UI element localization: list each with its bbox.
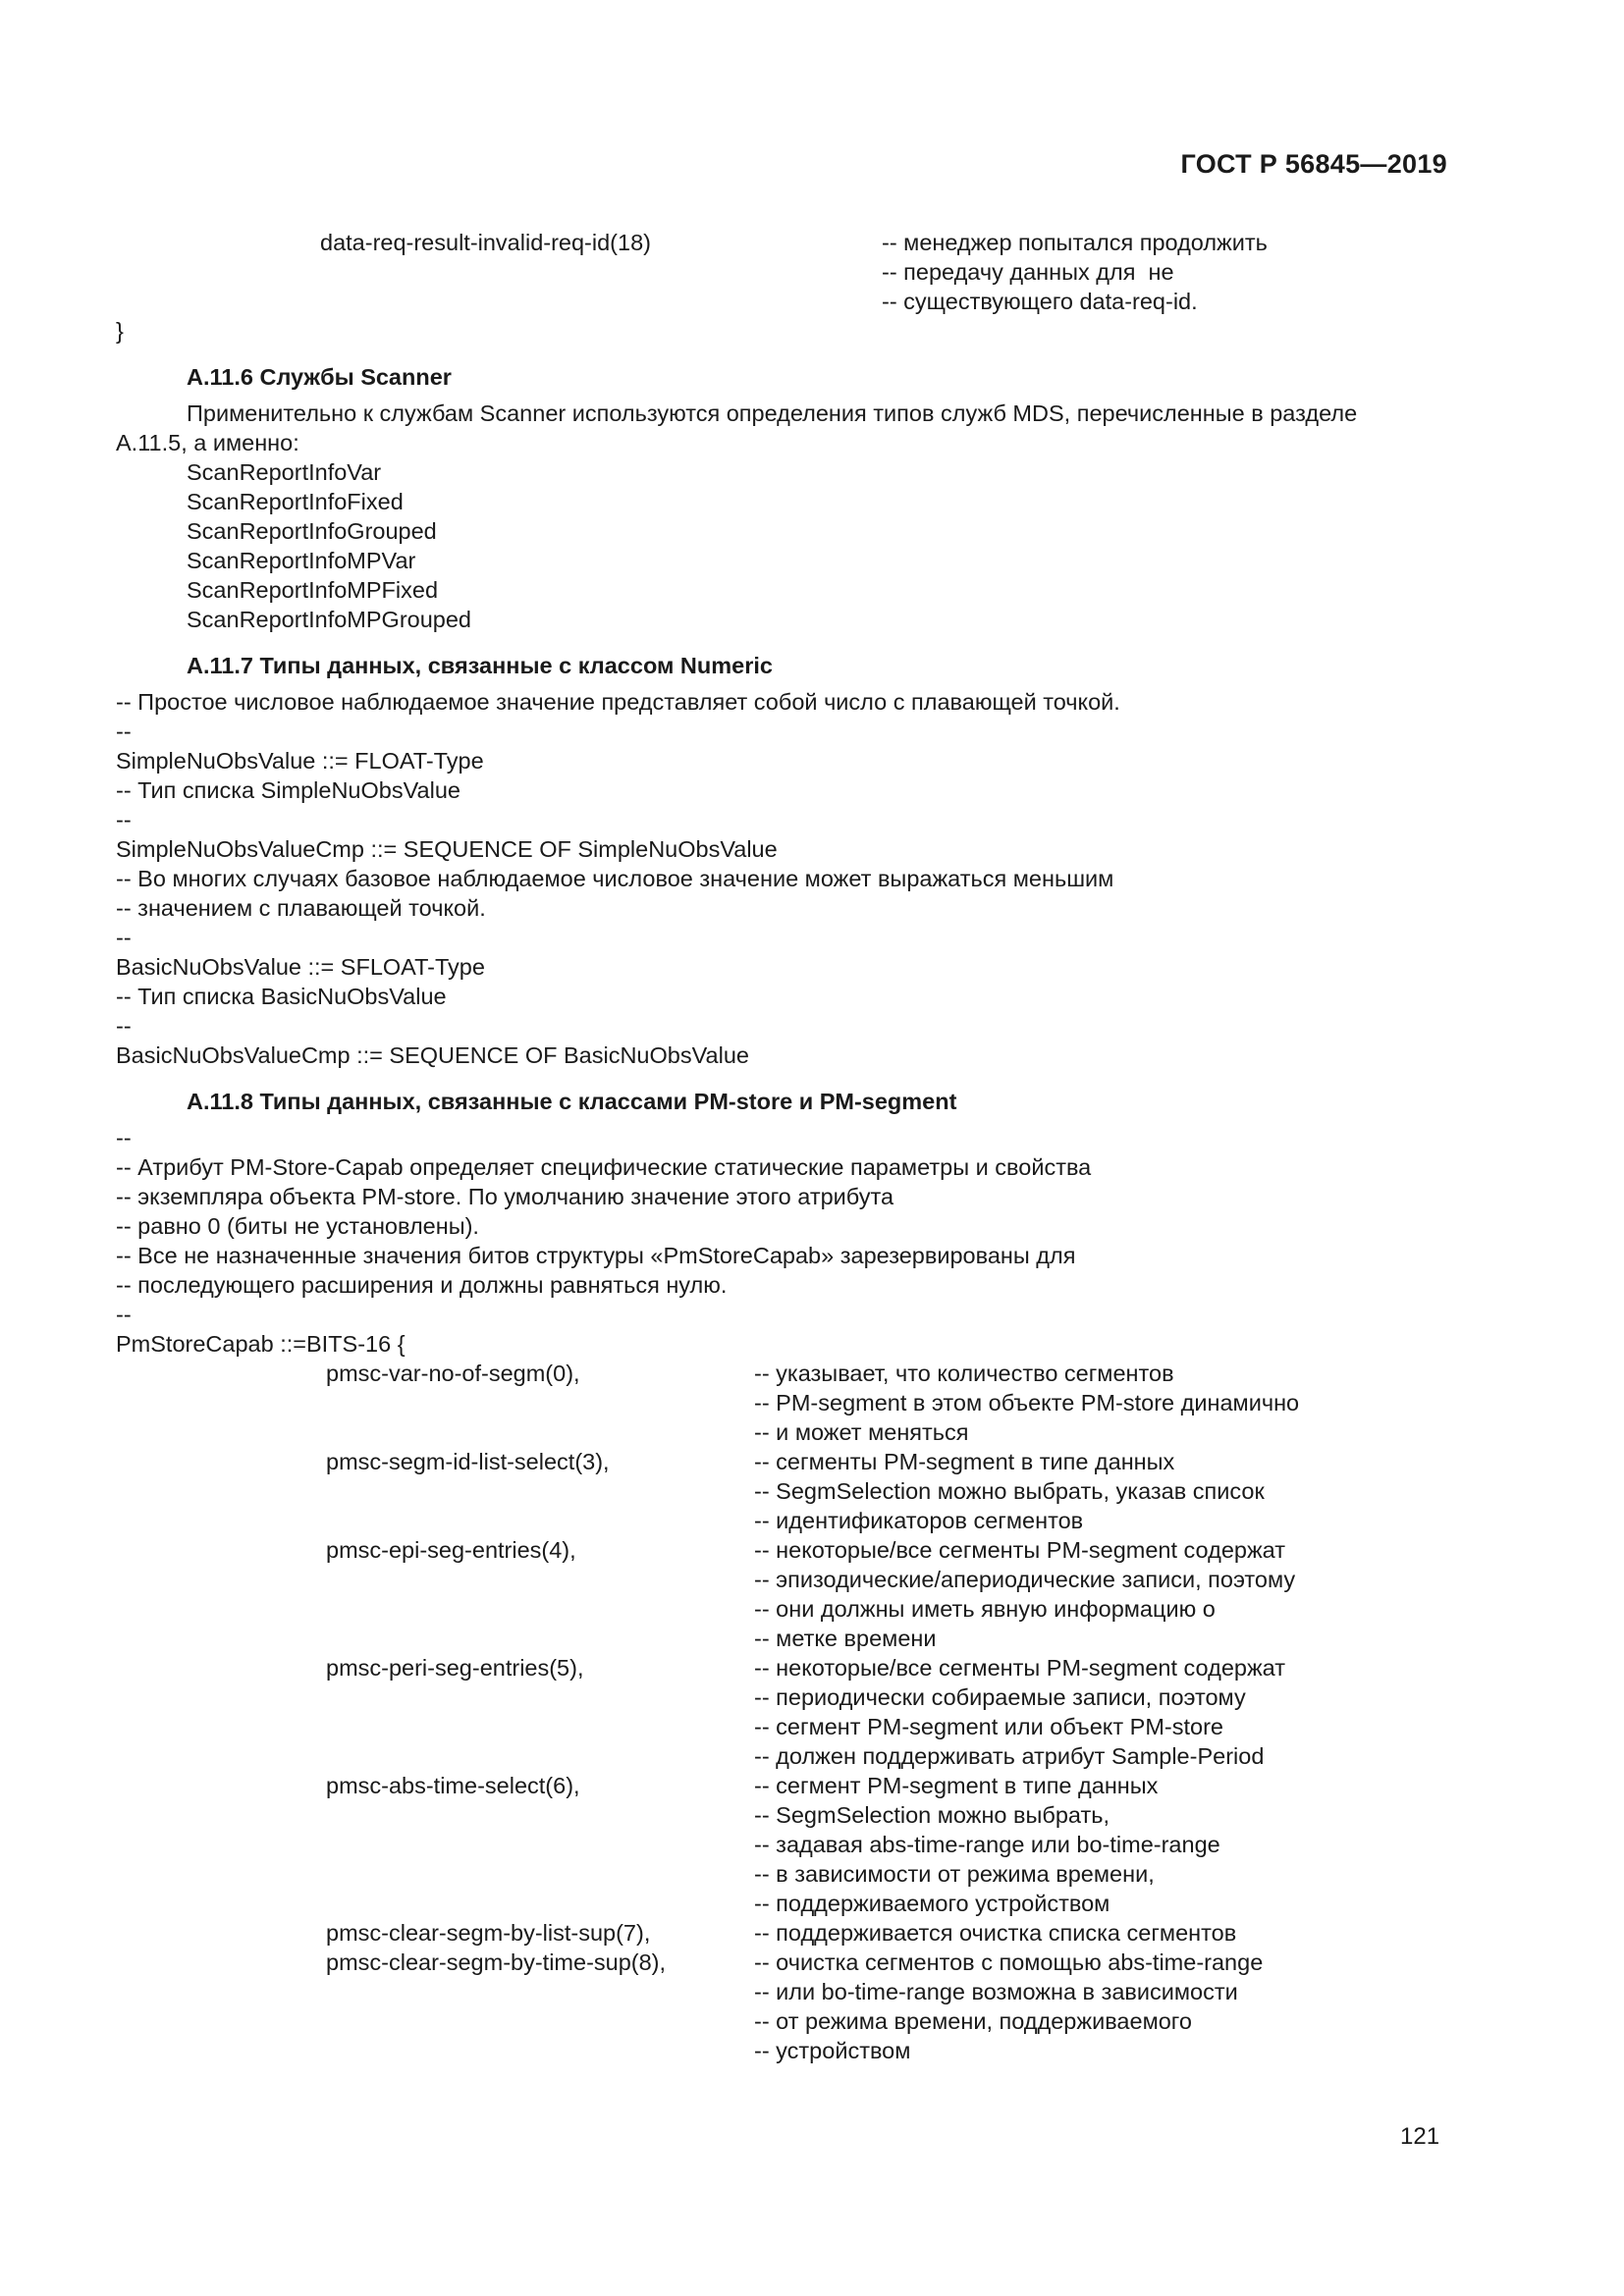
code-comment: -- сегменты PM-segment в типе данных xyxy=(754,1449,1175,1474)
code-line: -- Простое числовое наблюдаемое значение представляет собой число с плавающей точкой. xyxy=(116,689,1120,715)
code-line: -- последующего расширения и должны равняться нулю. xyxy=(116,1272,728,1298)
code-line: SimpleNuObsValueCmp ::= SEQUENCE OF SimpleNuObsValue xyxy=(116,836,778,862)
code-comment: -- существующего data-req-id. xyxy=(882,289,1198,314)
code-line: PmStoreCapab ::=BITS-16 { xyxy=(116,1331,406,1357)
code-line: -- xyxy=(116,719,132,744)
paragraph-line: Применительно к службам Scanner используются определения типов служб MDS, перечисленные в разделе xyxy=(187,400,1358,426)
list-item: ScanReportInfoGrouped xyxy=(187,518,437,544)
code-field-name: pmsc-segm-id-list-select(3), xyxy=(326,1449,610,1474)
code-comment: -- поддерживаемого устройством xyxy=(754,1891,1110,1916)
code-comment: -- некоторые/все сегменты PM-segment содержат xyxy=(754,1655,1285,1681)
code-comment: -- сегмент PM-segment или объект PM-store xyxy=(754,1714,1223,1739)
code-line: -- xyxy=(116,1013,132,1039)
code-comment: -- SegmSelection можно выбрать, xyxy=(754,1802,1110,1828)
list-item: ScanReportInfoMPVar xyxy=(187,548,416,573)
code-comment: -- от режима времени, поддерживаемого xyxy=(754,2008,1192,2034)
code-line: -- xyxy=(116,807,132,832)
code-field-name: pmsc-var-no-of-segm(0), xyxy=(326,1361,580,1386)
code-comment: -- поддерживается очистка списка сегментов xyxy=(754,1920,1237,1946)
code-line: BasicNuObsValueCmp ::= SEQUENCE OF BasicNuObsValue xyxy=(116,1042,749,1068)
closing-brace: } xyxy=(116,318,124,344)
code-line: -- xyxy=(116,1302,132,1327)
code-line: -- экземпляра объекта PM-store. По умолчанию значение этого атрибута xyxy=(116,1184,894,1209)
list-item: ScanReportInfoMPFixed xyxy=(187,577,439,603)
code-comment: -- сегмент PM-segment в типе данных xyxy=(754,1773,1159,1798)
code-line: -- Тип списка SimpleNuObsValue xyxy=(116,777,460,803)
code-comment: -- периодически собираемые записи, поэтому xyxy=(754,1684,1246,1710)
code-line: -- Тип списка BasicNuObsValue xyxy=(116,984,447,1009)
list-item: ScanReportInfoVar xyxy=(187,459,382,485)
code-comment: -- устройством xyxy=(754,2038,911,2063)
code-comment: -- в зависимости от режима времени, xyxy=(754,1861,1155,1887)
code-comment: -- должен поддерживать атрибут Sample-Period xyxy=(754,1743,1265,1769)
code-line: -- Во многих случаях базовое наблюдаемое числовое значение может выражаться меньшим xyxy=(116,866,1114,891)
code-comment: -- SegmSelection можно выбрать, указав список xyxy=(754,1478,1265,1504)
code-comment: -- передачу данных для не xyxy=(882,259,1174,285)
list-item: ScanReportInfoFixed xyxy=(187,489,404,514)
code-field-name: pmsc-clear-segm-by-list-sup(7), xyxy=(326,1920,651,1946)
section-heading: А.11.8 Типы данных, связанные с классами PM-store и PM-segment xyxy=(187,1089,957,1114)
code-comment: -- очистка сегментов с помощью abs-time-range xyxy=(754,1949,1264,1975)
code-field-name: pmsc-abs-time-select(6), xyxy=(326,1773,580,1798)
section-heading: А.11.6 Службы Scanner xyxy=(187,364,452,390)
code-line: -- Все не назначенные значения битов структуры «PmStoreCapab» зарезервированы для xyxy=(116,1243,1076,1268)
page-number: 121 xyxy=(1400,2123,1440,2150)
document-header-id: ГОСТ Р 56845—2019 xyxy=(1180,149,1447,179)
code-comment: -- менеджер попытался продолжить xyxy=(882,230,1268,255)
code-line: SimpleNuObsValue ::= FLOAT-Type xyxy=(116,748,484,774)
code-field-name: data-req-result-invalid-req-id(18) xyxy=(320,230,651,255)
code-field-name: pmsc-peri-seg-entries(5), xyxy=(326,1655,584,1681)
code-comment: -- идентификаторов сегментов xyxy=(754,1508,1084,1533)
code-field-name: pmsc-epi-seg-entries(4), xyxy=(326,1537,576,1563)
code-line: -- значением с плавающей точкой. xyxy=(116,895,486,921)
code-comment: -- PM-segment в этом объекте PM-store динамично xyxy=(754,1390,1300,1415)
list-item: ScanReportInfoMPGrouped xyxy=(187,607,471,632)
code-line: -- xyxy=(116,1125,132,1150)
paragraph-line: А.11.5, а именно: xyxy=(116,430,299,455)
code-comment: -- некоторые/все сегменты PM-segment содержат xyxy=(754,1537,1285,1563)
code-comment: -- указывает, что количество сегментов xyxy=(754,1361,1174,1386)
section-heading: А.11.7 Типы данных, связанные с классом Numeric xyxy=(187,653,773,678)
code-comment: -- и может меняться xyxy=(754,1419,969,1445)
code-line: -- Атрибут PM-Store-Capab определяет специфические статические параметры и свойства xyxy=(116,1154,1092,1180)
code-comment: -- эпизодические/апериодические записи, поэтому xyxy=(754,1567,1296,1592)
code-line: -- равно 0 (биты не установлены). xyxy=(116,1213,479,1239)
code-line: BasicNuObsValue ::= SFLOAT-Type xyxy=(116,954,485,980)
code-comment: -- или bo-time-range возможна в зависимости xyxy=(754,1979,1238,2004)
code-line: -- xyxy=(116,925,132,950)
code-comment: -- метке времени xyxy=(754,1626,937,1651)
code-comment: -- задавая abs-time-range или bo-time-range xyxy=(754,1832,1220,1857)
code-comment: -- они должны иметь явную информацию о xyxy=(754,1596,1216,1622)
code-field-name: pmsc-clear-segm-by-time-sup(8), xyxy=(326,1949,667,1975)
